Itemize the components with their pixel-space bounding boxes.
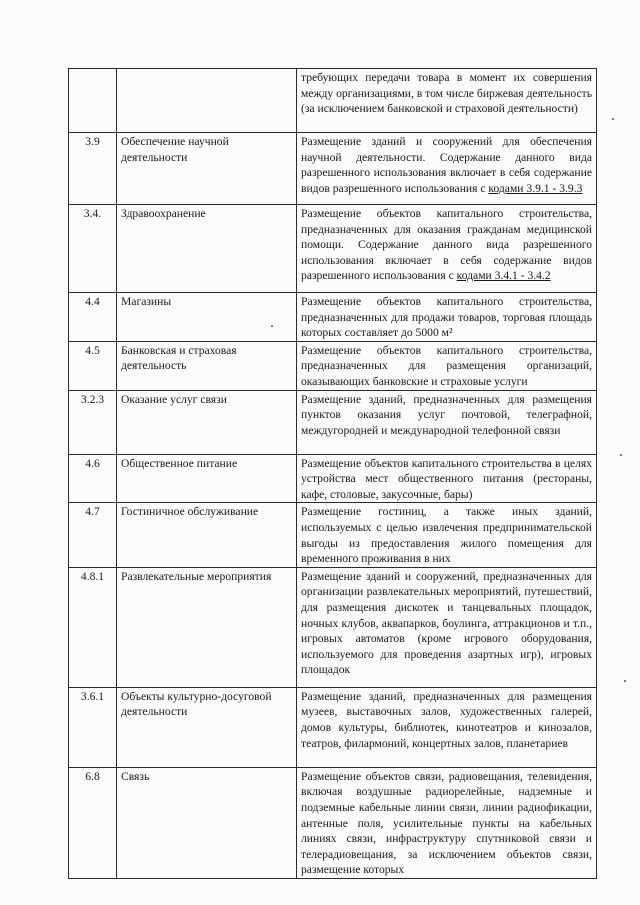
land-use-table xyxy=(68,68,597,879)
row-description-text: Размещение объектов капитального строительства, предназначенных для оказания гражданам медицинской помощи. Содержание данного вида разрешенного использования включает в себя содержание видов разрешенного использования с xyxy=(301,207,592,283)
row-description: Размещение зданий и сооружений, предназначенных для организации развлекательных мероприятий, путешествий, для размещения дискотек и танцевальных площадок, ночных клубов, аквапарков, боулинга, аттракционов и т.п., игровых автоматов (кроме игрового оборудования, используемого для проведения азартных игр), игровых площадок xyxy=(297,567,597,687)
codes-link[interactable]: кодами 3.9.1 - 3.9.3 xyxy=(488,181,583,195)
row-code: 6.8 xyxy=(69,767,117,878)
row-description: требующих передачи товара в момент их совершения между организациями, в том числе биржевая деятельность (за исключением банковской и страховой деятельности) xyxy=(297,69,597,133)
table-row xyxy=(69,567,597,687)
row-code xyxy=(69,69,117,133)
row-name: Связь xyxy=(117,767,297,878)
codes-link[interactable]: кодами 3.4.1 - 3.4.2 xyxy=(456,269,551,283)
scan-speck xyxy=(271,325,273,327)
row-description: Размещение объектов капитального строительства, предназначенных для размещения организаций, оказывающих банковские и страховые услуги xyxy=(297,341,597,390)
row-description-text: Размещение зданий и сооружений для обеспечения научной деятельности. Содержание данного вида разрешенного использования включает в себя содержание видов разрешенного использования с xyxy=(301,135,592,195)
row-name: Здравоохранение xyxy=(117,205,297,293)
row-description: Размещение гостиниц, а также иных зданий, используемых с целью извлечения предпринимательской выгоды из предоставления жилого помещения для временного проживания в них xyxy=(297,503,597,567)
row-description: Размещение объектов капитального строительства, предназначенных для продажи товаров, торговая площадь которых составляет до 5000 м² xyxy=(297,293,597,342)
row-description: Размещение зданий, предназначенных для размещения пунктов оказания услуг почтовой, телеграфной, междугородней и международной телефонной связи xyxy=(297,390,597,454)
row-name xyxy=(117,69,297,133)
table-row xyxy=(69,69,597,133)
row-name: Оказание услуг связи xyxy=(117,390,297,454)
row-code: 4.7 xyxy=(69,503,117,567)
row-name: Развлекательные мероприятия xyxy=(117,567,297,687)
scan-speck xyxy=(620,454,622,456)
row-description: Размещение зданий, предназначенных для размещения музеев, выставочных залов, художественных галерей, домов культуры, библиотек, кинотеатров и кинозалов, театров, филармоний, концертных залов, планетариев xyxy=(297,687,597,767)
row-name: Общественное питание xyxy=(117,454,297,503)
row-code: 4.6 xyxy=(69,454,117,503)
scan-speck xyxy=(624,680,626,682)
row-code: 3.6.1 xyxy=(69,687,117,767)
row-description xyxy=(297,205,597,293)
table-row xyxy=(69,205,597,293)
row-name: Обеспечение научной деятельности xyxy=(117,133,297,205)
row-name: Банковская и страховая деятельность xyxy=(117,341,297,390)
row-description xyxy=(297,133,597,205)
table-row xyxy=(69,503,597,567)
row-name: Гостиничное обслуживание xyxy=(117,503,297,567)
row-code: 3.4. xyxy=(69,205,117,293)
table-row xyxy=(69,767,597,878)
table-row xyxy=(69,293,597,342)
row-description: Размещение объектов капитального строительства в целях устройства мест общественного питания (рестораны, кафе, столовые, закусочные, бары) xyxy=(297,454,597,503)
row-name: Объекты культурно-досуговой деятельности xyxy=(117,687,297,767)
row-code: 3.9 xyxy=(69,133,117,205)
table-row xyxy=(69,341,597,390)
row-code: 4.8.1 xyxy=(69,567,117,687)
table-row xyxy=(69,454,597,503)
table-row xyxy=(69,687,597,767)
table-row xyxy=(69,133,597,205)
table-row xyxy=(69,390,597,454)
row-description: Размещение объектов связи, радиовещания, телевидения, включая воздушные радиорелейные, надземные и подземные кабельные линии связи, линии радиофикации, антенные поля, усилительные пункты на кабельных линиях связи, инфраструктуру спутниковой связи и телерадиовещания, за исключением объектов связи, размещение которых xyxy=(297,767,597,878)
scan-speck xyxy=(612,118,614,120)
row-code: 4.5 xyxy=(69,341,117,390)
row-code: 4.4 xyxy=(69,293,117,342)
row-name: Магазины xyxy=(117,293,297,342)
row-code: 3.2.3 xyxy=(69,390,117,454)
